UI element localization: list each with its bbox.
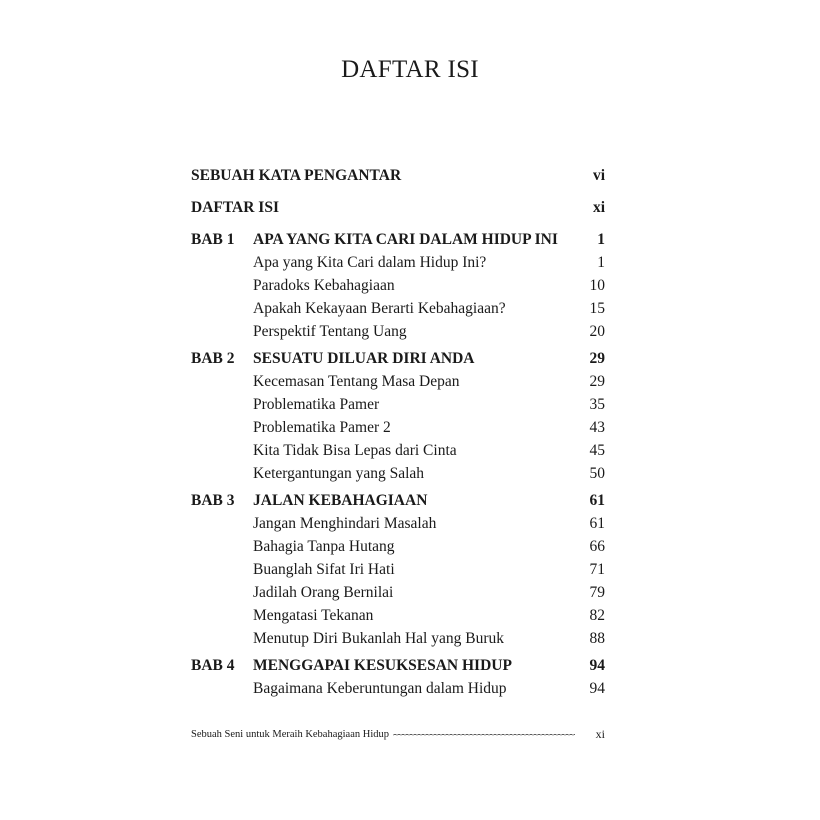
section-title: Kita Tidak Bisa Lepas dari Cinta [253, 442, 457, 459]
section-page: 79 [589, 584, 605, 601]
chapter-number: BAB 3 [191, 492, 235, 509]
footer-wavy-rule [393, 731, 575, 739]
toc-section[interactable] [191, 416, 605, 439]
toc-entry-front-matter[interactable] [191, 164, 605, 187]
chapter-title: MENGGAPAI KESUKSESAN HIDUP [253, 657, 512, 674]
section-title: Bahagia Tanpa Hutang [253, 538, 395, 555]
chapter-number: BAB 4 [191, 657, 235, 674]
section-title: Perspektif Tentang Uang [253, 323, 407, 340]
section-title: Problematika Pamer 2 [253, 419, 391, 436]
section-title: Buanglah Sifat Iri Hati [253, 561, 395, 578]
section-page: 94 [589, 680, 605, 697]
chapter-number: BAB 1 [191, 231, 235, 248]
section-title: Jangan Menghindari Masalah [253, 515, 437, 532]
footer-book-title: Sebuah Seni untuk Meraih Kebahagiaan Hidup [191, 729, 389, 740]
chapter-page: 29 [589, 350, 605, 367]
page-footer [191, 727, 605, 742]
section-page: 66 [589, 538, 605, 555]
toc-entry-title: SEBUAH KATA PENGANTAR [191, 167, 402, 184]
chapter-page: 94 [589, 657, 605, 674]
toc-entry-page: vi [592, 167, 605, 184]
section-title: Jadilah Orang Bernilai [253, 584, 394, 601]
table-of-contents [191, 164, 605, 700]
toc-section[interactable] [191, 320, 605, 343]
toc-section[interactable] [191, 558, 605, 581]
toc-chapter-3[interactable] [191, 489, 605, 512]
section-page: 43 [589, 419, 605, 436]
section-page: 15 [589, 300, 605, 317]
toc-section[interactable] [191, 627, 605, 650]
footer-page-number: xi [595, 727, 605, 741]
section-title: Mengatasi Tekanan [253, 607, 374, 624]
toc-entry-page: xi [592, 199, 605, 216]
toc-section[interactable] [191, 393, 605, 416]
page-title: DAFTAR ISI [341, 56, 479, 83]
chapter-page: 61 [589, 492, 605, 509]
toc-chapter-2[interactable] [191, 347, 605, 370]
section-title: Menutup Diri Bukanlah Hal yang Buruk [253, 630, 504, 647]
section-page: 45 [589, 442, 605, 459]
toc-section[interactable] [191, 604, 605, 627]
section-page: 10 [589, 277, 605, 294]
section-page: 50 [589, 465, 605, 482]
chapter-number: BAB 2 [191, 350, 235, 367]
toc-section[interactable] [191, 462, 605, 485]
section-title: Kecemasan Tentang Masa Depan [253, 373, 460, 390]
section-page: 71 [589, 561, 605, 578]
toc-chapter-4[interactable] [191, 654, 605, 677]
section-title: Ketergantungan yang Salah [253, 465, 425, 482]
section-page: 82 [589, 607, 605, 624]
section-page: 1 [597, 254, 605, 271]
section-title: Paradoks Kebahagiaan [253, 277, 395, 294]
section-title: Apakah Kekayaan Berarti Kebahagiaan? [253, 300, 506, 317]
toc-section[interactable] [191, 581, 605, 604]
toc-section[interactable] [191, 274, 605, 297]
toc-chapter-1[interactable] [191, 228, 605, 251]
toc-section[interactable] [191, 297, 605, 320]
toc-entry-title: DAFTAR ISI [191, 199, 279, 216]
toc-section[interactable] [191, 512, 605, 535]
toc-section[interactable] [191, 251, 605, 274]
section-title: Problematika Pamer [253, 396, 380, 413]
chapter-title: APA YANG KITA CARI DALAM HIDUP INI [253, 231, 558, 248]
section-title: Bagaimana Keberuntungan dalam Hidup [253, 680, 507, 697]
toc-entry-front-matter[interactable] [191, 196, 605, 219]
toc-section[interactable] [191, 370, 605, 393]
section-page: 61 [589, 515, 605, 532]
section-page: 35 [589, 396, 605, 413]
chapter-title: SESUATU DILUAR DIRI ANDA [253, 350, 475, 367]
section-page: 20 [589, 323, 605, 340]
section-page: 88 [589, 630, 605, 647]
toc-section[interactable] [191, 677, 605, 700]
section-title: Apa yang Kita Cari dalam Hidup Ini? [253, 254, 487, 271]
section-page: 29 [589, 373, 605, 390]
toc-section[interactable] [191, 535, 605, 558]
chapter-page: 1 [597, 231, 605, 248]
toc-section[interactable] [191, 439, 605, 462]
chapter-title: JALAN KEBAHAGIAAN [253, 492, 428, 509]
